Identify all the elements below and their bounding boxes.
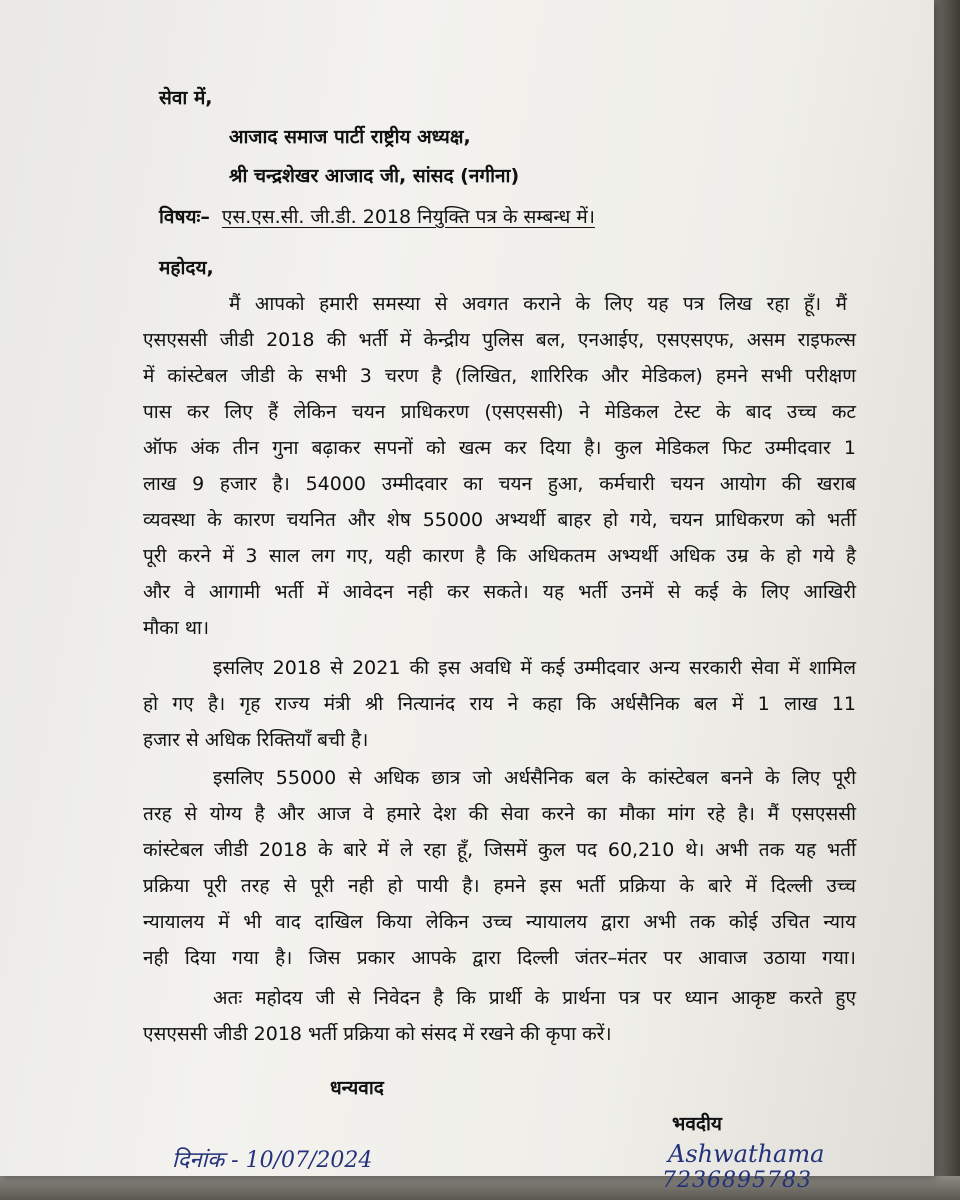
p1-line-7: व्यवस्था के कारण चयनित और शेष 55000 अभ्यर्थी बाहर हो गये, चयन प्राधिकरण को भर्ती	[143, 509, 856, 531]
p2-line-1: इसलिए 2018 से 2021 की इस अवधि में कई उम्मीदवार अन्य सरकारी सेवा में शामिल	[213, 657, 856, 679]
p1-line-5: ऑफ अंक तीन गुना बढ़ाकर सपनों को खत्म कर दिया है। कुल मेडिकल फिट उम्मीदवार 1	[143, 437, 856, 459]
subject-text: एस.एस.सी. जी.डी. 2018 नियुक्ति पत्र के सम्बन्ध में।	[221, 206, 595, 228]
recipient-title: आजाद समाज पार्टी राष्ट्रीय अध्यक्ष,	[229, 126, 471, 148]
handwritten-signature: Ashwathama	[668, 1140, 825, 1168]
p3-line-2: तरह से योग्य है और आज वे हमारे देश की सेवा करने का मौका मांग रहे है। मैं एसएससी	[143, 803, 856, 825]
thanks: धन्यवाद	[330, 1077, 384, 1099]
p1-line-10: मौका था।	[143, 617, 210, 639]
recipient-name: श्री चन्द्रशेखर आजाद जी, सांसद (नगीना)	[229, 165, 520, 187]
p1-line-2: एसएससी जीडी 2018 की भर्ती में केन्द्रीय पुलिस बल, एनआईए, एसएसएफ, असम राइफल्स	[143, 329, 856, 351]
table-edge-bottom	[0, 1176, 960, 1200]
subject-line	[159, 205, 595, 229]
p1-line-3: में कांस्टेबल जीडी के सभी 3 चरण है (लिखित, शारिरिक और मेडिकल) हमने सभी परीक्षण	[143, 365, 856, 387]
table-edge-right	[934, 0, 960, 1200]
p1-line-1: मैं आपको हमारी समस्या से अवगत कराने के लिए यह पत्र लिख रहा हूँ। मैं	[229, 293, 847, 315]
handwritten-phone: 7236895783	[662, 1168, 812, 1193]
closing: भवदीय	[672, 1113, 722, 1135]
p1-line-6: लाख 9 हजार है। 54000 उम्मीदवार का चयन हुआ, कर्मचारी चयन आयोग की खराब	[143, 473, 856, 495]
p3-line-6: नही दिया गया है। जिस प्रकार आपके द्वारा दिल्ली जंतर–मंतर पर आवाज उठाया गया।	[143, 947, 856, 969]
p3-line-5: न्यायालय में भी वाद दाखिल किया लेकिन उच्च न्यायालय द्वारा अभी तक कोई उचित न्याय	[143, 911, 856, 933]
p4-line-2: एसएससी जीडी 2018 भर्ती प्रक्रिया को संसद में रखने की कृपा करें।	[143, 1023, 612, 1045]
p3-line-4: प्रक्रिया पूरी तरह से पूरी नही हो पायी है। हमने इस भर्ती प्रक्रिया के बारे में दिल्ली उच्च	[143, 875, 856, 897]
p4-line-1: अतः महोदय जी से निवेदन है कि प्रार्थी के प्रार्थना पत्र पर ध्यान आकृष्ट करते हुए	[213, 987, 856, 1009]
p3-line-1: इसलिए 55000 से अधिक छात्र जो अर्धसैनिक बल के कांस्टेबल बनने के लिए पूरी	[213, 767, 856, 789]
p2-line-2: हो गए है। गृह राज्य मंत्री श्री नित्यानंद राय ने कहा कि अर्धसैनिक बल में 1 लाख 11	[143, 693, 856, 715]
salutation-to: सेवा में,	[159, 87, 213, 109]
p1-line-9: और वे आगामी भर्ती में आवेदन नही कर सकते। यह भर्ती उनमें से कई के लिए आखिरी	[143, 581, 856, 603]
greeting: महोदय,	[159, 257, 214, 279]
p3-line-3: कांस्टेबल जीडी 2018 के बारे में ले रहा हूँ, जिसमें कुल पद 60,210 थे। अभी तक यह भर्ती	[143, 839, 856, 861]
handwritten-date: दिनांक - 10/07/2024	[172, 1148, 373, 1173]
p2-line-3: हजार से अधिक रिक्तियॉं बची है।	[143, 729, 369, 751]
subject-label: विषयः–	[159, 206, 210, 228]
p1-line-4: पास कर लिए हैं लेकिन चयन प्राधिकरण (एसएससी) ने मेडिकल टेस्ट के बाद उच्च कट	[143, 401, 856, 423]
p1-line-8: पूरी करने में 3 साल लग गए, यही कारण है कि अधिकतम अभ्यर्थी अधिक उम्र के हो गये है	[143, 545, 856, 567]
